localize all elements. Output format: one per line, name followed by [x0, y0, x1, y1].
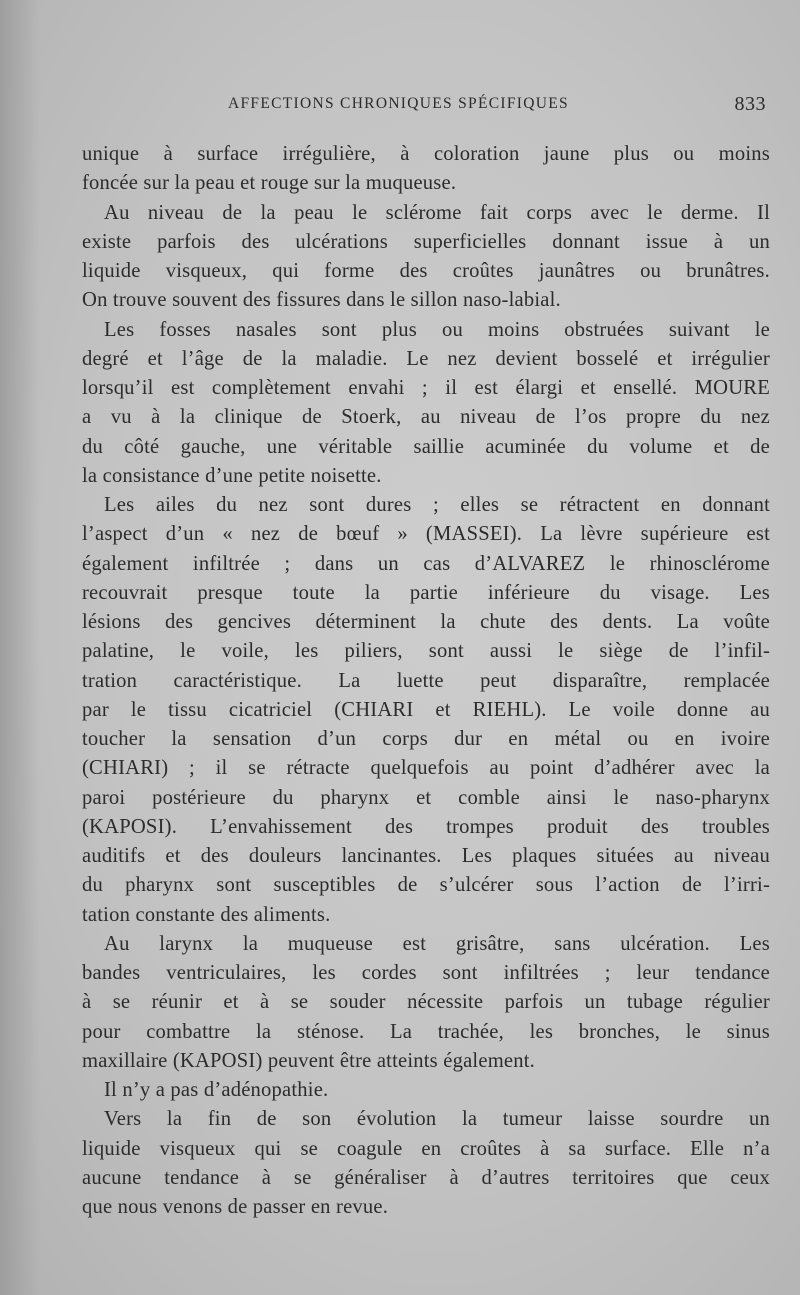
text-line: Au larynx la muqueuse est grisâtre, sans ulcération. Les — [104, 932, 770, 955]
text-line: recouvrait presque toute la partie inférieure du visage. Les — [82, 581, 770, 604]
text-line: Les ailes du nez sont dures ; elles se rétractent en donnant — [104, 494, 770, 516]
text-line: liquide visqueux, qui forme des croûtes jaunâtres ou brunâtres. — [82, 260, 770, 282]
running-head — [0, 95, 800, 121]
text-line: tation constante des aliments. — [82, 903, 331, 926]
text-line: bandes ventriculaires, les cordes sont infiltrées ; leur tendance — [82, 962, 770, 984]
text-line: l’aspect d’un « nez de bœuf » (MASSEI). La lèvre supérieure est — [82, 523, 770, 546]
text-line: degré et l’âge de la maladie. Le nez devient bosselé et irrégulier — [82, 347, 770, 370]
text-line: lorsqu’il est complètement envahi ; il est élargi et ensellé. MOURE — [82, 377, 770, 399]
text-line: On trouve souvent des fissures dans le sillon naso-labial. — [82, 289, 561, 312]
text-line: du pharynx sont susceptibles de s’ulcérer sous l’action de l’irri- — [82, 874, 770, 897]
text-line: la consistance d’une petite noisette. — [82, 464, 382, 487]
text-line: (KAPOSI). L’envahissement des trompes produit des troubles — [82, 815, 770, 838]
text-line: lésions des gencives déterminent la chute des dents. La voûte — [82, 611, 770, 633]
text-line: également infiltrée ; dans un cas d’ALVAREZ le rhinosclérome — [82, 552, 770, 575]
text-line: pour combattre la sténose. La trachée, les bronches, le sinus — [82, 1020, 770, 1043]
body-text — [82, 140, 770, 1222]
text-line: du côté gauche, une véritable saillie acuminée du volume et de — [82, 435, 770, 458]
text-line: auditifs et des douleurs lancinantes. Les plaques situées au niveau — [82, 845, 770, 867]
text-line: existe parfois des ulcérations superficielles donnant issue à un — [82, 230, 770, 253]
text-line: Au niveau de la peau le sclérome fait corps avec le derme. Il — [104, 201, 770, 224]
gutter-shadow — [0, 0, 40, 1295]
text-line: (CHIARI) ; il se rétracte quelquefois au point d’adhérer avec la — [82, 757, 770, 780]
text-line: par le tissu cicatriciel (CHIARI et RIEHL). Le voile donne au — [82, 698, 770, 721]
text-line: Les fosses nasales sont plus ou moins obstruées suivant le — [104, 318, 770, 341]
text-line: unique à surface irrégulière, à coloration jaune plus ou moins — [82, 143, 770, 165]
text-line: que nous venons de passer en revue. — [82, 1196, 389, 1218]
text-line: a vu à la clinique de Stoerk, au niveau de l’os propre du nez — [82, 406, 770, 429]
text-line: Vers la fin de son évolution la tumeur laisse sourdre un — [104, 1108, 770, 1131]
text-line: foncée sur la peau et rouge sur la muqueuse. — [82, 172, 457, 195]
text-line: maxillaire (KAPOSI) peuvent être atteints également. — [82, 1049, 536, 1072]
text-line: paroi postérieure du pharynx et comble ainsi le naso-pharynx — [82, 786, 770, 809]
text-line: liquide visqueux qui se coagule en croûtes à sa surface. Elle n’a — [82, 1137, 770, 1160]
text-line: aucune tendance à se généraliser à d’autres territoires que ceux — [82, 1166, 770, 1189]
running-title: AFFECTIONS CHRONIQUES SPÉCIFIQUES — [228, 95, 569, 112]
page-number: 833 — [734, 93, 766, 115]
text-line: à se réunir et à se souder nécessite parfois un tubage régulier — [82, 991, 770, 1014]
text-line: tration caractéristique. La luette peut disparaître, remplacée — [82, 669, 770, 692]
text-line: Il n’y a pas d’adénopathie. — [104, 1079, 329, 1101]
text-line: toucher la sensation d’un corps dur en métal ou en ivoire — [82, 728, 770, 750]
text-line: palatine, le voile, les piliers, sont aussi le siège de l’infil- — [82, 640, 770, 663]
